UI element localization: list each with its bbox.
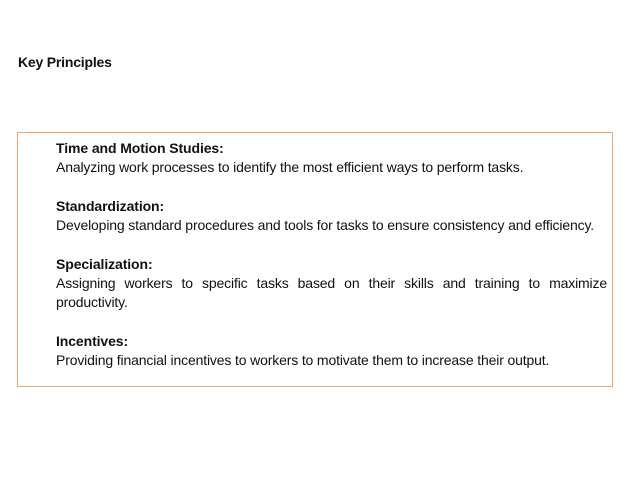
principle-description: Developing standard procedures and tools for tasks to ensure consistency and efficiency. xyxy=(56,217,595,233)
principle-description: Analyzing work processes to identify the most efficient ways to perform tasks. xyxy=(56,159,524,175)
principle-title: Incentives: xyxy=(56,333,129,349)
principle-time-motion xyxy=(56,139,607,177)
principles-box xyxy=(17,132,613,387)
principle-title: Specialization: xyxy=(56,256,153,272)
principle-title: Time and Motion Studies: xyxy=(56,140,224,156)
principle-standardization xyxy=(56,197,607,235)
principle-specialization xyxy=(56,255,607,312)
principle-incentives xyxy=(56,332,607,370)
principle-description: Assigning workers to specific tasks based on their skills and training to maximize productivity. xyxy=(56,275,607,310)
slide-title: Key Principles xyxy=(18,54,112,70)
principle-description: Providing financial incentives to workers to motivate them to increase their output. xyxy=(56,352,550,368)
principle-title: Standardization: xyxy=(56,198,165,214)
